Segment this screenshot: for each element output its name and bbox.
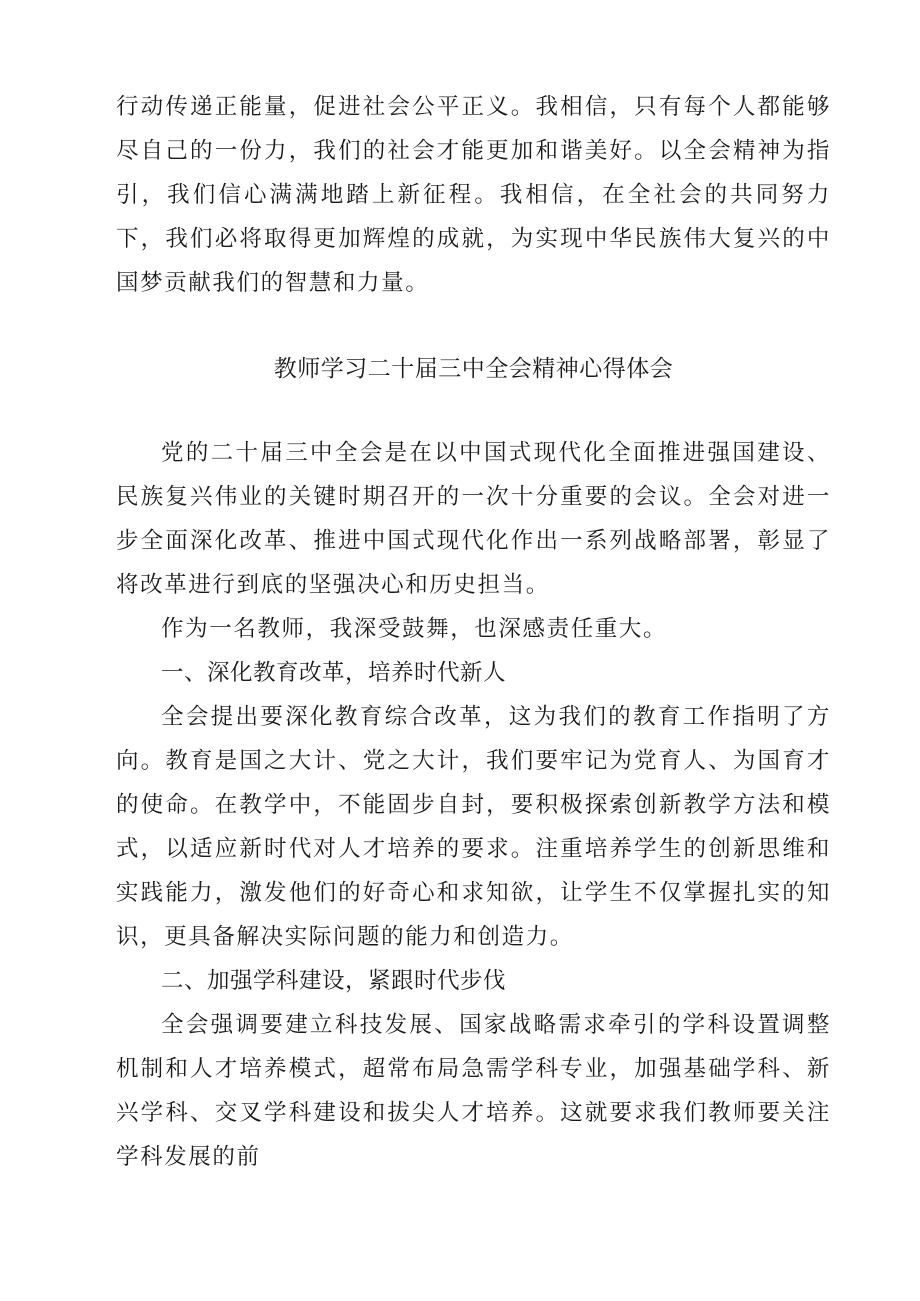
section-heading-discipline-building: 二、加强学科建设，紧跟时代步伐 bbox=[161, 968, 507, 994]
intro-paragraph: 行动传递正能量，促进社会公平正义。我相信，只有每个人都能够尽自己的一份力，我们的社会才能更加和谐美好。以全会精神为指引，我们信心满满地踏上新征程。我相信，在全社会的共同努力下，我们必将取得更加辉煌的成就，为实现中华民族伟大复兴的中国梦贡献我们的智慧和力量。 bbox=[116, 94, 831, 296]
section-body-education-reform: 全会提出要深化教育综合改革，这为我们的教育工作指明了方向。教育是国之大计、党之大计，我们要牢记为党育人、为国育才的使命。在教学中，不能固步自封，要积极探索创新教学方法和模式，以适应新时代对人才培养的要求。注重培养学生的创新思维和实践能力，激发他们的好奇心和求知欲，让学生不仅掌握扎实的知识，更具备解决实际问题的能力和创造力。 bbox=[116, 704, 831, 950]
paragraph-teacher-statement: 作为一名教师，我深受鼓舞，也深感责任重大。 bbox=[161, 616, 668, 642]
paragraph-opening: 党的二十届三中全会是在以中国式现代化全面推进强国建设、民族复兴伟业的关键时期召开的一次十分重要的会议。全会对进一步全面深化改革、推进中国式现代化作出一系列战略部署，彰显了将改革进行到底的坚强决心和历史担当。 bbox=[116, 440, 831, 598]
section-body-discipline-building: 全会强调要建立科技发展、国家战略需求牵引的学科设置调整机制和人才培养模式，超常布局急需学科专业，加强基础学科、新兴学科、交叉学科建设和拔尖人才培养。这就要求我们教师要关注学科发展的前 bbox=[116, 1012, 831, 1170]
document-title: 教师学习二十届三中全会精神心得体会 bbox=[273, 356, 674, 382]
document-page bbox=[116, 85, 831, 1179]
section-heading-education-reform: 一、深化教育改革，培养时代新人 bbox=[161, 660, 507, 686]
